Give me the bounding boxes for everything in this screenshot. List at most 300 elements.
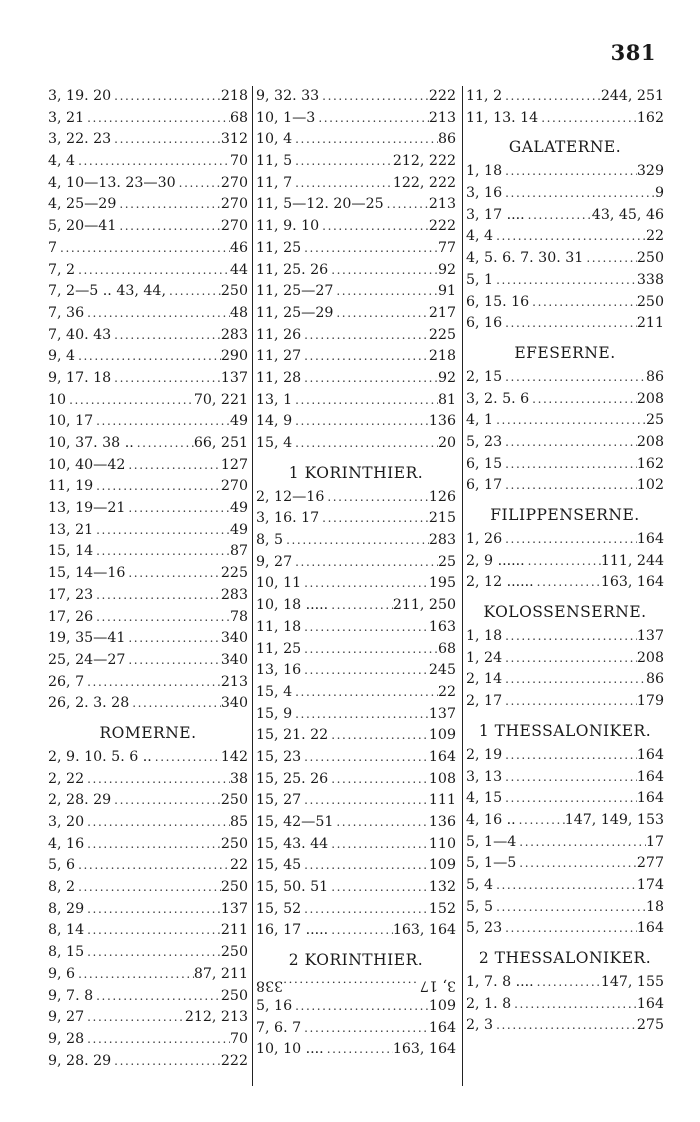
dot-leader <box>301 238 438 260</box>
entry-reference: 2, 22 <box>48 770 85 787</box>
dot-leader <box>328 769 429 791</box>
entry-pages: 43, 45, 46 <box>591 206 664 223</box>
entry-pages: 110 <box>428 835 456 852</box>
entry-reference: 16, 17 ..... <box>256 922 329 939</box>
dot-leader <box>328 595 393 617</box>
dot-leader <box>292 704 429 726</box>
index-entry <box>256 530 456 552</box>
entry-reference: 4, 25—29 <box>48 196 117 213</box>
dot-leader <box>502 691 637 713</box>
index-entry <box>48 855 248 877</box>
entry-reference: 9, 6 <box>48 965 76 982</box>
entry-pages: 78 <box>229 608 248 625</box>
entry-pages: 312 <box>220 131 248 148</box>
index-entry <box>466 389 664 411</box>
entry-pages: 270 <box>220 478 248 495</box>
entry-reference: 1, 7. 8 .... <box>466 974 534 990</box>
entry-pages: 277 <box>636 855 664 872</box>
entry-pages: 270 <box>220 218 248 235</box>
entry-pages: 217 <box>428 304 456 321</box>
index-entry <box>256 725 456 747</box>
dot-leader <box>116 216 221 238</box>
entry-reference: 5, 1 <box>466 271 494 288</box>
entry-pages: 92 <box>437 261 456 278</box>
entry-reference: 6, 17 <box>466 477 503 494</box>
index-entry <box>466 161 664 183</box>
entry-pages: 142 <box>220 748 248 765</box>
dot-leader <box>93 607 230 629</box>
dot-leader <box>84 1007 185 1029</box>
dot-leader <box>301 660 429 682</box>
index-entry <box>466 810 664 832</box>
entry-pages: 85 <box>229 814 248 830</box>
index-entry <box>48 877 248 899</box>
entry-reference: 15, 14—16 <box>48 565 126 582</box>
entry-pages: 126 <box>428 488 456 505</box>
entry-group <box>466 86 664 129</box>
index-entry <box>48 834 248 856</box>
dot-leader <box>529 292 637 314</box>
index-entry <box>466 248 664 270</box>
index-entry <box>256 682 456 704</box>
index-entry <box>466 691 664 713</box>
entry-reference: 3, 20 <box>48 814 85 830</box>
entry-reference: 11, 9. 10 <box>256 218 320 235</box>
index-entry <box>256 812 456 834</box>
dot-leader <box>57 238 230 260</box>
dot-leader <box>502 648 637 670</box>
index-entry <box>466 832 664 854</box>
entry-pages: 86 <box>645 368 664 385</box>
dot-leader <box>493 897 646 919</box>
entry-reference: 11, 26 <box>256 326 302 343</box>
index-entry <box>48 86 248 108</box>
dot-leader <box>516 853 637 875</box>
index-entry <box>466 669 664 691</box>
dot-leader <box>84 920 221 942</box>
dot-leader <box>493 1015 637 1037</box>
entry-reference: 7, 40. 43 <box>48 326 112 343</box>
index-entry <box>256 595 456 617</box>
entry-reference: 11, 27 <box>256 348 302 365</box>
entry-pages: 137 <box>636 628 664 645</box>
entry-reference: 15, 43. 44 <box>256 835 329 852</box>
index-entry <box>256 433 456 455</box>
dot-leader <box>111 325 221 347</box>
index-entry <box>48 411 248 433</box>
entry-pages: 70, 221 <box>193 391 248 408</box>
entry-pages: 250 <box>220 879 248 896</box>
dot-leader <box>116 194 221 216</box>
index-entry <box>256 411 456 433</box>
entry-pages: 283 <box>220 326 248 343</box>
entry-pages: 20 <box>437 435 456 451</box>
index-entry <box>48 151 248 173</box>
dot-leader <box>129 693 221 715</box>
entry-pages: 208 <box>636 390 664 407</box>
entry-reference: 2, 28. 29 <box>48 792 112 809</box>
entry-pages: 108 <box>428 770 456 787</box>
entry-pages: 77 <box>437 239 456 256</box>
page-number: 381 <box>610 40 656 65</box>
entry-pages: 70 <box>229 1030 248 1047</box>
dot-leader <box>93 541 230 563</box>
entry-reference: 15, 45 <box>256 857 302 874</box>
section-heading-kolossenserne: KOLOSSENSERNE. <box>483 603 647 622</box>
index-entry <box>466 897 664 919</box>
entry-pages: 147, 149, 153 <box>564 811 664 828</box>
entry-pages: 111, 244 <box>600 552 664 569</box>
dot-leader <box>301 855 429 877</box>
entry-reference: 15, 21. 22 <box>256 727 329 744</box>
index-entry <box>466 205 664 227</box>
entry-pages: 275 <box>636 1017 664 1034</box>
dot-leader <box>84 769 230 791</box>
dot-leader <box>324 487 429 509</box>
dot-leader <box>292 682 438 704</box>
entry-reference: 10, 11 <box>256 575 302 592</box>
entry-reference: 3, 16 <box>466 185 503 202</box>
entry-pages: 44 <box>229 261 248 278</box>
entry-reference: 13, 1 <box>256 391 293 408</box>
column-divider <box>252 86 253 1086</box>
entry-reference: 9, 27 <box>256 553 293 570</box>
section-heading-filippenserne: FILIPPENSERNE. <box>490 506 640 524</box>
entry-reference: 8, 5 <box>256 532 284 549</box>
index-entry <box>466 648 664 670</box>
index-entry <box>48 607 248 629</box>
entry-pages: 340 <box>220 651 248 668</box>
entry-reference: 15, 25. 26 <box>256 770 329 787</box>
dot-leader <box>84 899 221 921</box>
entry-reference: 10, 10 .... <box>256 1041 324 1058</box>
index-entry <box>256 660 456 682</box>
entry-pages: 70 <box>229 153 248 170</box>
entry-pages: 222 <box>220 1052 248 1069</box>
section-heading-galaterne: GALATERNE. <box>508 138 622 157</box>
index-entry <box>48 129 248 151</box>
index-entry <box>256 617 456 639</box>
entry-reference: 2, 9. 10. 5. 6 .. <box>48 748 152 765</box>
entry-pages: 152 <box>428 900 456 917</box>
entry-pages: 92 <box>437 369 456 386</box>
dot-leader <box>328 920 393 942</box>
entry-pages: 212, 213 <box>184 1009 248 1026</box>
index-entry <box>48 812 248 834</box>
dot-leader <box>84 834 221 856</box>
dot-leader <box>384 194 429 216</box>
index-entry <box>48 790 248 812</box>
index-entry <box>466 410 664 432</box>
section-heading-2-thessaloniker: 2 THESSALONIKER. <box>478 949 652 967</box>
section-heading-efeserne: EFESERNE. <box>514 343 616 362</box>
entry-reference: 2, 1. 8 <box>466 995 512 1012</box>
dot-leader <box>324 1039 393 1061</box>
section-heading-romerne: ROMERNE. <box>99 723 197 742</box>
entry-group <box>466 626 664 713</box>
dot-leader <box>75 346 221 368</box>
entry-reference: 15, 14 <box>48 543 94 560</box>
entry-pages: 225 <box>220 565 248 582</box>
entry-reference: 5, 6 <box>48 857 76 874</box>
dot-leader <box>75 260 230 282</box>
entry-pages: 250 <box>636 250 664 267</box>
dot-leader <box>333 303 429 325</box>
dot-leader <box>502 767 637 789</box>
dot-leader <box>502 432 637 454</box>
index-entry <box>466 270 664 292</box>
entry-reference: 5, 1—4 <box>466 833 517 850</box>
entry-reference: 7, 2—5 .. 43, 44, <box>48 283 166 300</box>
dot-leader <box>75 877 221 899</box>
entry-reference: 11, 25 <box>256 640 302 657</box>
index-entry <box>48 672 248 694</box>
entry-reference: 11, 13. 14 <box>466 109 539 126</box>
entry-pages: 136 <box>428 814 456 830</box>
index-entry <box>256 260 456 282</box>
dot-leader <box>319 508 429 530</box>
index-entry <box>256 639 456 661</box>
dot-leader <box>583 248 637 270</box>
index-entry <box>466 572 664 594</box>
entry-pages: 283 <box>428 532 456 549</box>
entry-pages: 218 <box>220 88 248 104</box>
dot-leader <box>333 812 429 834</box>
dot-leader <box>328 725 429 747</box>
entry-pages: 164 <box>428 1019 456 1036</box>
dot-leader <box>315 108 429 130</box>
entry-pages: 162 <box>636 109 664 126</box>
entry-pages: 212, 222 <box>392 153 456 170</box>
dot-leader <box>93 986 221 1008</box>
entry-pages: 270 <box>220 196 248 213</box>
dot-leader <box>111 368 221 390</box>
index-entry <box>48 303 248 325</box>
entry-reference: 5, 20—41 <box>48 218 117 235</box>
index-entry <box>48 520 248 542</box>
dot-leader <box>84 303 230 325</box>
entry-reference: 14, 9 <box>256 413 293 430</box>
entry-pages: 127 <box>220 456 248 473</box>
entry-reference: 9, 28. 29 <box>48 1052 112 1069</box>
index-entry <box>466 767 664 789</box>
dot-leader <box>292 390 438 412</box>
dot-leader <box>493 270 637 292</box>
entry-pages: 136 <box>428 413 456 430</box>
dot-leader <box>502 475 637 497</box>
dot-leader <box>493 875 637 897</box>
entry-reference: 15, 23 <box>256 748 302 765</box>
entry-reference: 11, 25—27 <box>256 283 334 300</box>
dot-leader <box>111 129 221 151</box>
index-entry <box>48 964 248 986</box>
entry-reference: 4, 16 <box>48 835 85 852</box>
index-column-2 <box>256 86 456 1061</box>
entry-pages: 250 <box>220 944 248 961</box>
dot-leader <box>93 411 230 433</box>
entry-reference: 11, 5—12. 20—25 <box>256 196 384 213</box>
index-column-3 <box>466 86 664 1037</box>
entry-reference: 11, 18 <box>256 618 302 635</box>
dot-leader <box>292 996 429 1018</box>
index-entry <box>48 173 248 195</box>
dot-leader <box>328 877 429 899</box>
entry-reference: 11, 25 <box>256 239 302 256</box>
dot-leader <box>502 529 637 551</box>
entry-group <box>256 974 456 1061</box>
entry-pages: 137 <box>220 900 248 917</box>
index-entry <box>256 194 456 216</box>
entry-reference: 26, 2. 3. 28 <box>48 695 130 712</box>
entry-reference: 25, 24—27 <box>48 651 126 668</box>
entry-reference: 7, 2 <box>48 261 76 278</box>
entry-pages: 213 <box>220 673 248 690</box>
dot-leader <box>502 454 637 476</box>
entry-group <box>256 86 456 455</box>
entry-pages: 25 <box>437 553 456 570</box>
index-entry <box>256 996 456 1018</box>
entry-pages: 122, 222 <box>392 174 456 191</box>
index-entry <box>256 508 456 530</box>
entry-pages: 17 <box>645 833 664 850</box>
entry-reference: 15, 4 <box>256 683 293 700</box>
index-entry <box>48 433 248 455</box>
entry-pages: 163 <box>428 618 456 635</box>
entry-pages: 86 <box>645 671 664 688</box>
entry-reference: 11, 5 <box>256 153 293 170</box>
dot-leader <box>125 455 221 477</box>
index-entry <box>48 368 248 390</box>
dot-leader <box>111 1051 221 1073</box>
entry-pages: 222 <box>428 88 456 104</box>
index-entry <box>256 920 456 942</box>
dot-leader <box>152 747 221 769</box>
index-entry <box>48 216 248 238</box>
index-entry <box>48 498 248 520</box>
index-entry <box>48 260 248 282</box>
entry-reference: 3, 2. 5. 6 <box>466 390 530 407</box>
index-entry <box>256 216 456 238</box>
entry-pages: 163, 164 <box>600 574 664 591</box>
dot-leader <box>301 617 429 639</box>
dot-leader <box>525 205 592 227</box>
index-entry <box>256 552 456 574</box>
index-entry <box>48 194 248 216</box>
index-entry <box>48 346 248 368</box>
entry-pages: 9 <box>654 185 664 202</box>
entry-reference: 5, 1—5 <box>466 855 517 872</box>
entry-pages: 109 <box>428 857 456 874</box>
index-entry <box>466 432 664 454</box>
index-entry <box>466 226 664 248</box>
dot-leader <box>301 1018 429 1040</box>
entry-group <box>466 529 664 594</box>
dot-leader <box>301 899 429 921</box>
dot-leader <box>534 572 601 594</box>
dot-leader <box>84 942 221 964</box>
entry-pages: 164 <box>636 920 664 937</box>
dot-leader <box>502 626 637 648</box>
entry-reference: 10, 4 <box>256 131 293 148</box>
index-entry <box>48 541 248 563</box>
dot-leader <box>66 390 194 412</box>
column-divider <box>462 86 463 1086</box>
entry-reference: 9, 27 <box>48 1009 85 1026</box>
entry-reference: 3, 13 <box>466 768 503 785</box>
entry-pages: 225 <box>428 326 456 343</box>
dot-leader <box>502 745 637 767</box>
index-entry <box>256 487 456 509</box>
entry-reference: 1, 18 <box>466 163 503 180</box>
dot-leader <box>529 389 637 411</box>
entry-reference: 19, 35—41 <box>48 630 126 647</box>
index-entry <box>48 325 248 347</box>
entry-reference: 15, 52 <box>256 900 302 917</box>
entry-reference: 8, 15 <box>48 944 85 961</box>
entry-pages: 195 <box>428 575 456 592</box>
entry-pages: 250 <box>220 283 248 300</box>
entry-group <box>466 972 664 1037</box>
entry-reference: 9, 4 <box>48 348 76 365</box>
dot-leader <box>502 86 601 108</box>
entry-reference: 10, 17 <box>48 413 94 430</box>
entry-reference: 17, 26 <box>48 608 94 625</box>
entry-pages: 213 <box>428 196 456 213</box>
index-entry <box>48 563 248 585</box>
dot-leader <box>75 964 194 986</box>
index-entry <box>256 1039 456 1061</box>
index-entry <box>466 626 664 648</box>
index-entry <box>256 855 456 877</box>
entry-reference: 4, 4 <box>466 228 494 245</box>
index-entry <box>466 853 664 875</box>
entry-group <box>466 367 664 497</box>
index-entry <box>466 367 664 389</box>
dot-leader <box>125 628 221 650</box>
dot-leader <box>125 498 230 520</box>
index-entry <box>48 390 248 412</box>
entry-pages: 68 <box>437 640 456 657</box>
entry-reference: 4, 10—13. 23—30 <box>48 174 176 191</box>
index-entry <box>256 834 456 856</box>
index-entry <box>48 747 248 769</box>
dot-leader <box>125 650 221 672</box>
dot-leader <box>301 639 438 661</box>
entry-reference: 11, 25. 26 <box>256 261 329 278</box>
entry-pages: 164 <box>636 768 664 785</box>
index-entry <box>48 986 248 1008</box>
entry-pages: 164 <box>636 995 664 1012</box>
index-entry <box>48 899 248 921</box>
entry-reference: 6, 15 <box>466 455 503 472</box>
entry-reference: 5, 16 <box>256 997 293 1014</box>
index-entry <box>48 476 248 498</box>
index-entry <box>48 942 248 964</box>
entry-reference: 9, 32. 33 <box>256 88 320 104</box>
entry-reference: 2, 15 <box>466 368 503 385</box>
index-entry <box>466 972 664 994</box>
dot-leader <box>511 994 637 1016</box>
entry-pages: 164 <box>636 531 664 547</box>
index-entry <box>256 303 456 325</box>
entry-reference: 10, 1—3 <box>256 109 316 126</box>
entry-pages: 290 <box>220 348 248 365</box>
dot-leader <box>493 410 646 432</box>
index-entry <box>466 313 664 335</box>
entry-reference: 9, 17. 18 <box>48 369 112 386</box>
index-entry <box>256 974 456 996</box>
entry-pages: 250 <box>636 293 664 310</box>
